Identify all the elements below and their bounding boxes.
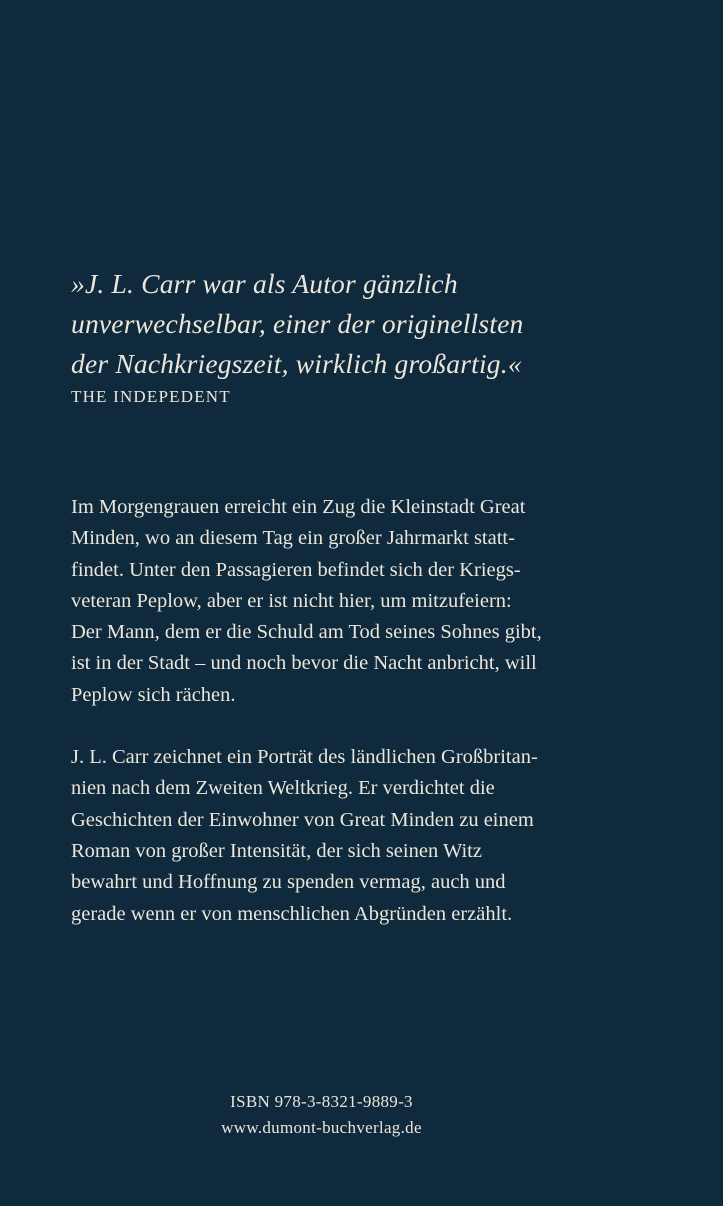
blurb-line: veteran Peplow, aber er ist nicht hier, um mitzufeiern: [71,589,512,612]
blurb-line: Minden, wo an diesem Tag ein großer Jahrmarkt statt- [71,527,515,550]
quote-source: THE INDEPEDENT [71,387,231,406]
quote-line: unverwechselbar, einer der originellsten [71,308,524,339]
blurb-paragraph [71,742,671,930]
blurb-line: ist in der Stadt – und noch bevor die Nacht anbricht, will [71,652,537,675]
blurb-line: nien nach dem Zweiten Weltkrieg. Er verdichtet die [71,777,495,800]
blurb-line: Geschichten der Einwohner von Great Minden zu einem [71,808,534,831]
publisher-website: www.dumont-buchverlag.de [221,1118,422,1137]
isbn-text: ISBN 978-3-8321-9889-3 [230,1092,413,1111]
blurb-text [71,492,671,930]
imprint [0,1089,643,1141]
blurb-line: Im Morgengrauen erreicht ein Zug die Kleinstadt Great [71,496,526,518]
blurb-line: Der Mann, dem er die Schuld am Tod seines Sohnes gibt, [71,621,542,644]
blurb-line: J. L. Carr zeichnet ein Porträt des ländlichen Großbritan- [71,746,538,769]
blurb-line: Roman von großer Intensität, der sich seinen Witz [71,839,482,862]
blurb-line: Peplow sich rächen. [71,683,236,706]
blurb-line: findet. Unter den Passagieren befindet sich der Kriegs- [71,558,521,581]
press-quote [71,264,671,408]
quote-line: »J. L. Carr war als Autor gänzlich [71,268,458,299]
blurb-paragraph [71,492,671,711]
blurb-line: gerade wenn er von menschlichen Abgründen erzählt. [71,902,513,925]
blurb-line: bewahrt und Hoffnung zu spenden vermag, auch und [71,871,506,894]
quote-line: der Nachkriegszeit, wirklich großartig.« [71,348,522,379]
